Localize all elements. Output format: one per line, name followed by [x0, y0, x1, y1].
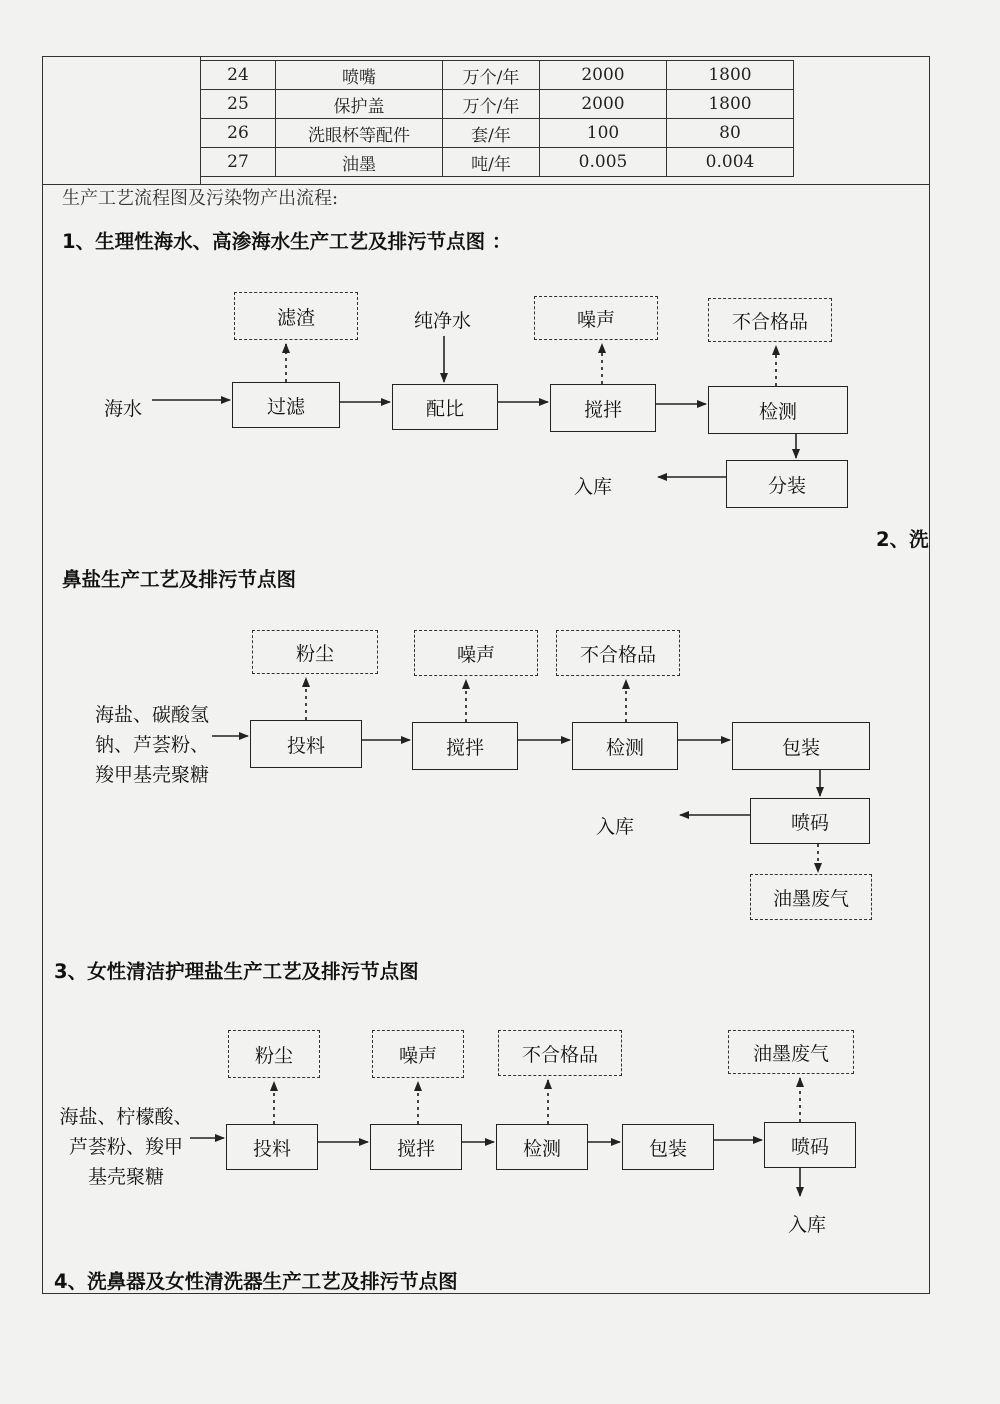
section4-heading: 4、洗鼻器及女性清洗器生产工艺及排污节点图 [54, 1270, 458, 1293]
raw-materials-line: 海盐、碳酸氢 [94, 704, 209, 726]
step-feeding: 投料 [226, 1124, 318, 1170]
step-mix: 配比 [392, 384, 498, 430]
actual-capacity: 1800 [667, 61, 794, 90]
storage-label: 入库 [596, 816, 635, 838]
pollutant-unqualified: 不合格品 [498, 1030, 622, 1076]
row-number: 25 [201, 90, 276, 119]
pollutant-noise: 噪声 [414, 630, 538, 676]
step-stir: 搅拌 [370, 1124, 462, 1170]
design-capacity: 100 [540, 119, 667, 148]
section3-heading: 3、女性清洁护理盐生产工艺及排污节点图 [54, 960, 419, 983]
unit: 万个/年 [443, 90, 540, 119]
step-feeding: 投料 [250, 720, 362, 768]
actual-capacity: 1800 [667, 90, 794, 119]
pollutant-noise: 噪声 [372, 1030, 464, 1078]
section2-heading: 鼻盐生产工艺及排污节点图 [62, 568, 297, 591]
step-inkjet-coding: 喷码 [750, 798, 870, 844]
pollutant-noise: 噪声 [534, 296, 658, 340]
raw-materials-line: 芦荟粉、羧甲 [68, 1136, 183, 1158]
design-capacity: 0.005 [540, 148, 667, 177]
actual-capacity: 80 [667, 119, 794, 148]
step-packaging: 包装 [732, 722, 870, 770]
pollutant-filter-residue: 滤渣 [234, 292, 358, 340]
step-inkjet-coding: 喷码 [764, 1122, 856, 1168]
step-filter: 过滤 [232, 382, 340, 428]
storage-label: 入库 [788, 1214, 827, 1236]
step-packaging: 包装 [622, 1124, 714, 1170]
pollutant-dust: 粉尘 [228, 1030, 320, 1078]
pure-water-label: 纯净水 [414, 310, 472, 332]
flow-intro-text: 生产工艺流程图及污染物产出流程: [62, 188, 339, 209]
design-capacity: 2000 [540, 61, 667, 90]
raw-materials-line: 钠、芦荟粉、 [94, 734, 209, 756]
raw-materials-line: 基壳聚糖 [87, 1166, 164, 1188]
actual-capacity: 0.004 [667, 148, 794, 177]
product-name: 油墨 [276, 148, 443, 177]
pollutant-unqualified: 不合格品 [708, 298, 832, 342]
row-number: 26 [201, 119, 276, 148]
pollutant-unqualified: 不合格品 [556, 630, 680, 676]
pollutant-dust: 粉尘 [252, 630, 378, 674]
product-name: 喷嘴 [276, 61, 443, 90]
product-name: 洗眼杯等配件 [276, 119, 443, 148]
design-capacity: 2000 [540, 90, 667, 119]
pollutant-ink-exhaust: 油墨废气 [750, 874, 872, 920]
row-number: 27 [201, 148, 276, 177]
product-name: 保护盖 [276, 90, 443, 119]
section2-heading-start: 2、洗 [876, 528, 929, 551]
raw-materials-line: 海盐、柠檬酸、 [59, 1106, 193, 1128]
seawater-label: 海水 [104, 398, 143, 420]
raw-materials-line: 羧甲基壳聚糖 [94, 764, 209, 786]
step-dispense: 分装 [726, 460, 848, 508]
step-inspect: 检测 [496, 1124, 588, 1170]
pollutant-ink-exhaust: 油墨废气 [728, 1030, 854, 1074]
unit: 套/年 [443, 119, 540, 148]
storage-label: 入库 [574, 476, 613, 498]
step-stir: 搅拌 [412, 722, 518, 770]
step-inspect: 检测 [572, 722, 678, 770]
section1-heading: 1、生理性海水、高渗海水生产工艺及排污节点图 ： [62, 230, 512, 253]
unit: 吨/年 [443, 148, 540, 177]
unit: 万个/年 [443, 61, 540, 90]
step-inspect: 检测 [708, 386, 848, 434]
row-number: 24 [201, 61, 276, 90]
step-stir: 搅拌 [550, 384, 656, 432]
